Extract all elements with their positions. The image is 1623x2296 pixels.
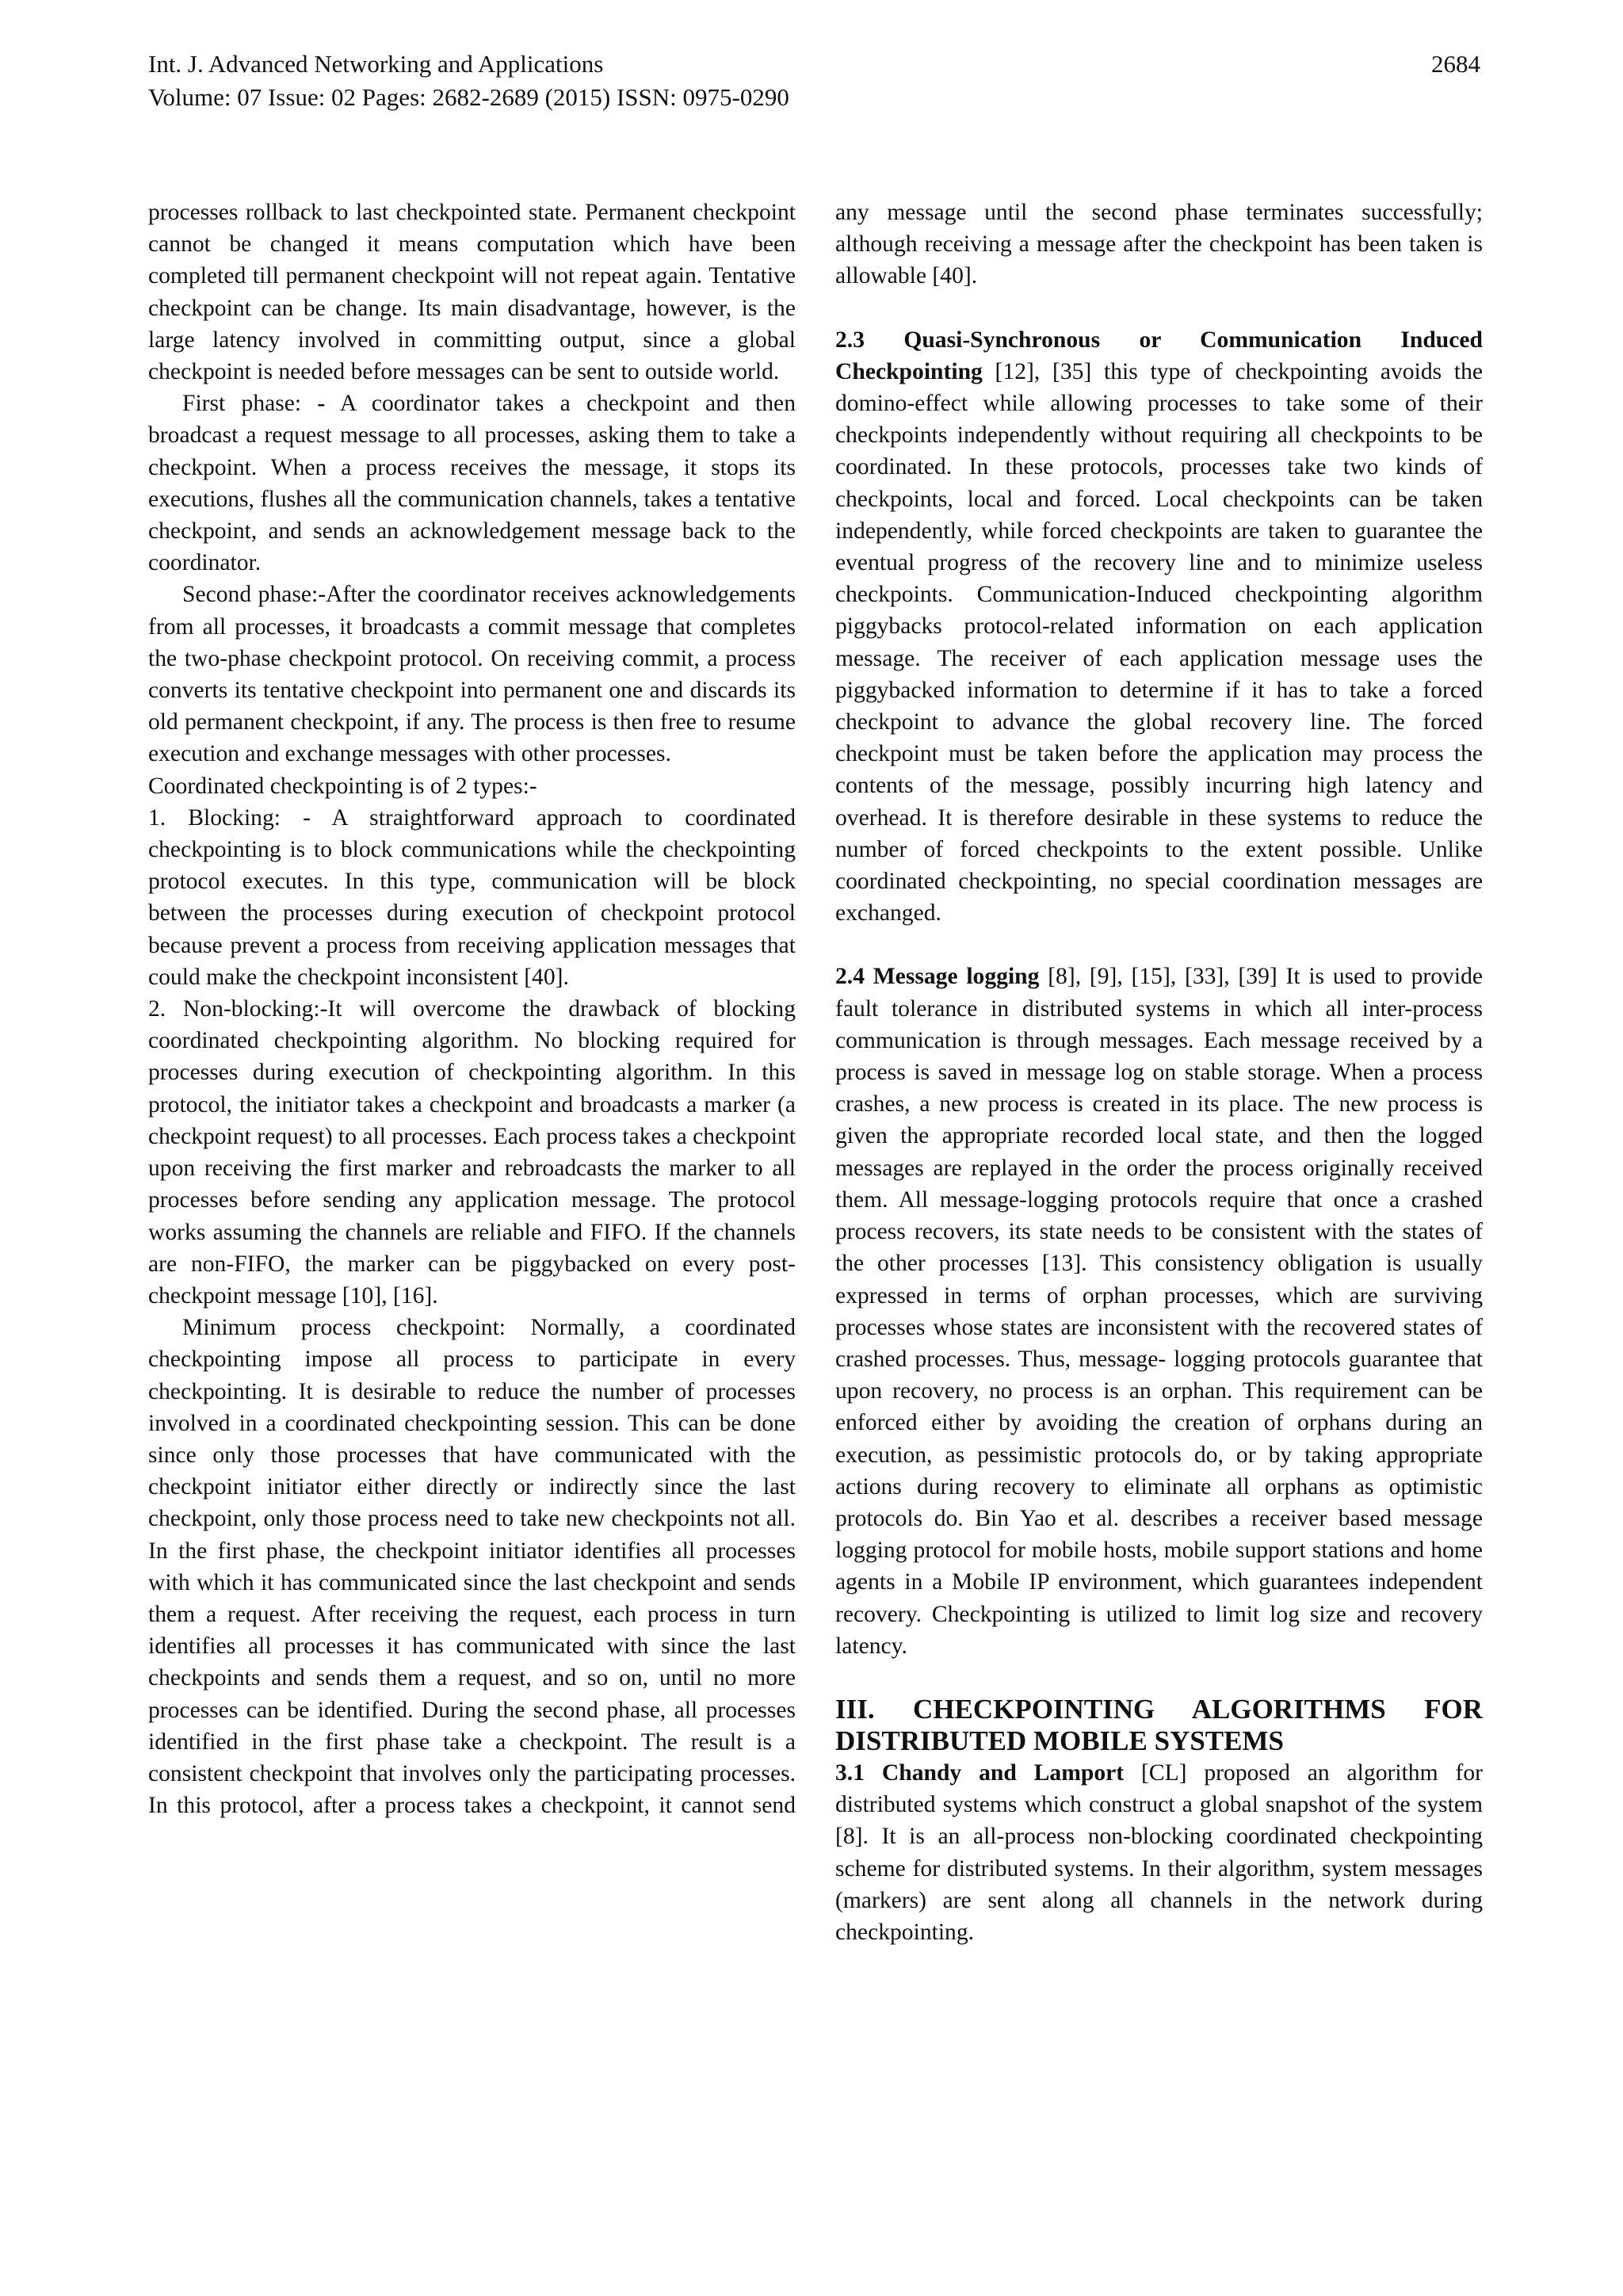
first-phase-body: A coordinator takes a checkpoint and then broadcast a request message to all processes, asking them to take a checkpoint. When a process receives the message, it stops its executions, flushes all the communication channels, takes a tentative checkpoint, and sends an acknowledgement message back to the coordinator. — [148, 391, 796, 576]
section-2-4-title: 2.4 Message logging — [835, 964, 1040, 990]
section-3-1-body: [CL] proposed an algorithm for distributed systems which construct a global snapshot of the system [8]. It is an all-process non-blocking coordinated checkpointing scheme for distributed systems. In their algorithm, system messages (markers) are sent along all channels in the network during checkpointing. — [835, 1759, 1483, 1945]
page-header — [148, 48, 1480, 114]
paragraph-blocking: 1. Blocking: - A straightforward approach to coordinated checkpointing is to block communications while the checkpointing protocol executes. In this type, communication will be block between the processes during execution of checkpoint protocol because prevent a process from receiving application messages that could make the checkpoint inconsistent [40]. — [148, 804, 796, 990]
section-2-4 — [835, 961, 1483, 1661]
page-number: 2684 — [1431, 50, 1480, 78]
right-column — [835, 197, 1483, 1948]
paragraph-rollback: processes rollback to last checkpointed state. Permanent checkpoint cannot be changed it means computation which have been completed till permanent checkpoint will not repeat again. Tentative checkpoint can be change. Its main disadvantage, however, is the large latency involved in committing output, since a global checkpoint is needed before messages can be sent to outside world. — [148, 200, 796, 385]
volume-line: Volume: 07 Issue: 02 Pages: 2682-2689 (2015) ISSN: 0975-0290 — [148, 83, 789, 111]
first-phase-lead: First phase: — [182, 391, 318, 417]
journal-name: Int. J. Advanced Networking and Applications — [148, 50, 604, 78]
section-3-heading: III. CHECKPOINTING ALGORITHMS FOR DISTRIBUTED MOBILE SYSTEMS — [835, 1693, 1483, 1756]
section-2-3-title: 2.3 Quasi-Synchronous or Communication Induced Checkpointing — [835, 327, 1483, 384]
paragraph-non-blocking: 2. Non-blocking:-It will overcome the drawback of blocking coordinated checkpointing algorithm. No blocking required for processes during execution of checkpointing algorithm. In this protocol, the initiator takes a checkpoint and broadcasts a marker (a checkpoint request) to all processes. Each process takes a checkpoint upon receiving the first marker and rebroadcasts the marker to all processes before sending any application message. The protocol works assuming the channels are reliable and FIFO. If the channels are non-FIFO, the marker can be piggybacked on every post-checkpoint message [10], [16]. — [148, 996, 796, 1308]
spacer — [835, 1662, 1483, 1694]
paragraph-first-phase — [148, 388, 796, 579]
section-2-4-body: [8], [9], [15], [33], [39] It is used to provide fault tolerance in distributed systems in which all inter-process communication is through messages. Each message received by a process is saved in message log on stable storage. When a process crashes, a new process is created in its place. The new process is given the appropriate recorded local state, and then the logged messages are replayed in the order the process originally received them. All message-logging protocols require that once a crashed process recovers, its state needs to be consistent with the states of the other processes [13]. This consistency obligation is usually expressed in terms of orphan processes, which are surviving processes whose states are inconsistent with the recovered states of crashed processes. Thus, message- logging protocols guarantee that upon recovery, no process is an orphan. This requirement can be enforced either by avoiding the creation of orphans during an execution, as pessimistic protocols do, or by taking appropriate actions during recovery to eliminate all orphans as optimistic protocols do. Bin Yao et al. describes a receiver based message logging protocol for mobile hosts, mobile support stations and home agents in a Mobile IP environment, which guarantees independent recovery. Checkpointing is utilized to limit log size and recovery latency. — [835, 964, 1484, 1659]
section-3-1-title: 3.1 Chandy and Lamport — [835, 1759, 1125, 1786]
first-phase-dash: - — [317, 391, 326, 417]
paragraph-coordinated-types: Coordinated checkpointing is of 2 types:- — [148, 773, 537, 799]
header-line-1 — [148, 48, 1480, 81]
left-column — [148, 197, 796, 1821]
section-2-3-body: [12], [35] this type of checkpointing avoids the domino-effect while allowing processes to take some of their checkpoints independently without requiring all checkpoints to be coordinated. In these protocols, processes take two kinds of checkpoints, local and forced. Local checkpoints can be taken independently, while forced checkpoints are taken to guarantee the eventual progress of the recovery line and to minimize useless checkpoints. Communication-Induced checkpointing algorithm piggybacks protocol-related information on each application message. The receiver of each application message uses the piggybacked information to determine if it has to take a forced checkpoint to advance the global recovery line. The forced checkpoint must be taken before the application may process the contents of the message, possibly incurring high latency and overhead. It is therefore desirable in these systems to reduce the number of forced checkpoints to the extent possible. Unlike coordinated checkpointing, no special coordination messages are exchanged. — [835, 358, 1483, 926]
section-2-3 — [835, 324, 1483, 930]
paragraph-minimum-process: Minimum process checkpoint: Normally, a coordinated checkpointing impose all process to participate in every checkpointing. It is desirable to reduce the number of processes involved in a coordinated checkpointing session. This can be done since only those processes that have communicated with the checkpoint initiator either directly or indirectly since the last checkpoint, only those process need to take new checkpoints not all. In the first phase, the checkpoint initiator identifies all processes with which it has communicated since the last checkpoint and sends them a request. After receiving the request, each process in turn identifies all processes it has communicated with since the last checkpoints and sends them a request, and so on, until no more processes can be identified. During the second phase, all processes identified in the first phase take a checkpoint. The result is a consistent checkpoint that involves only the participating processes. In this protocol, after a process takes a checkpoint, it cannot send — [148, 1315, 796, 1819]
spacer — [835, 292, 1483, 324]
paragraph-second-phase: Second phase:-After the coordinator receives acknowledgements from all processes, it broadcasts a commit message that completes the two-phase checkpoint protocol. On receiving commit, a process converts its tentative checkpoint into permanent one and discards its old permanent checkpoint, if any. The process is then free to resume execution and exchange messages with other processes. — [148, 582, 796, 767]
paragraph-any-message: any message until the second phase terminates successfully; although receiving a message after the checkpoint has been taken is allowable [40]. — [835, 200, 1483, 289]
section-3-1 — [835, 1757, 1483, 1948]
spacer — [835, 929, 1483, 961]
